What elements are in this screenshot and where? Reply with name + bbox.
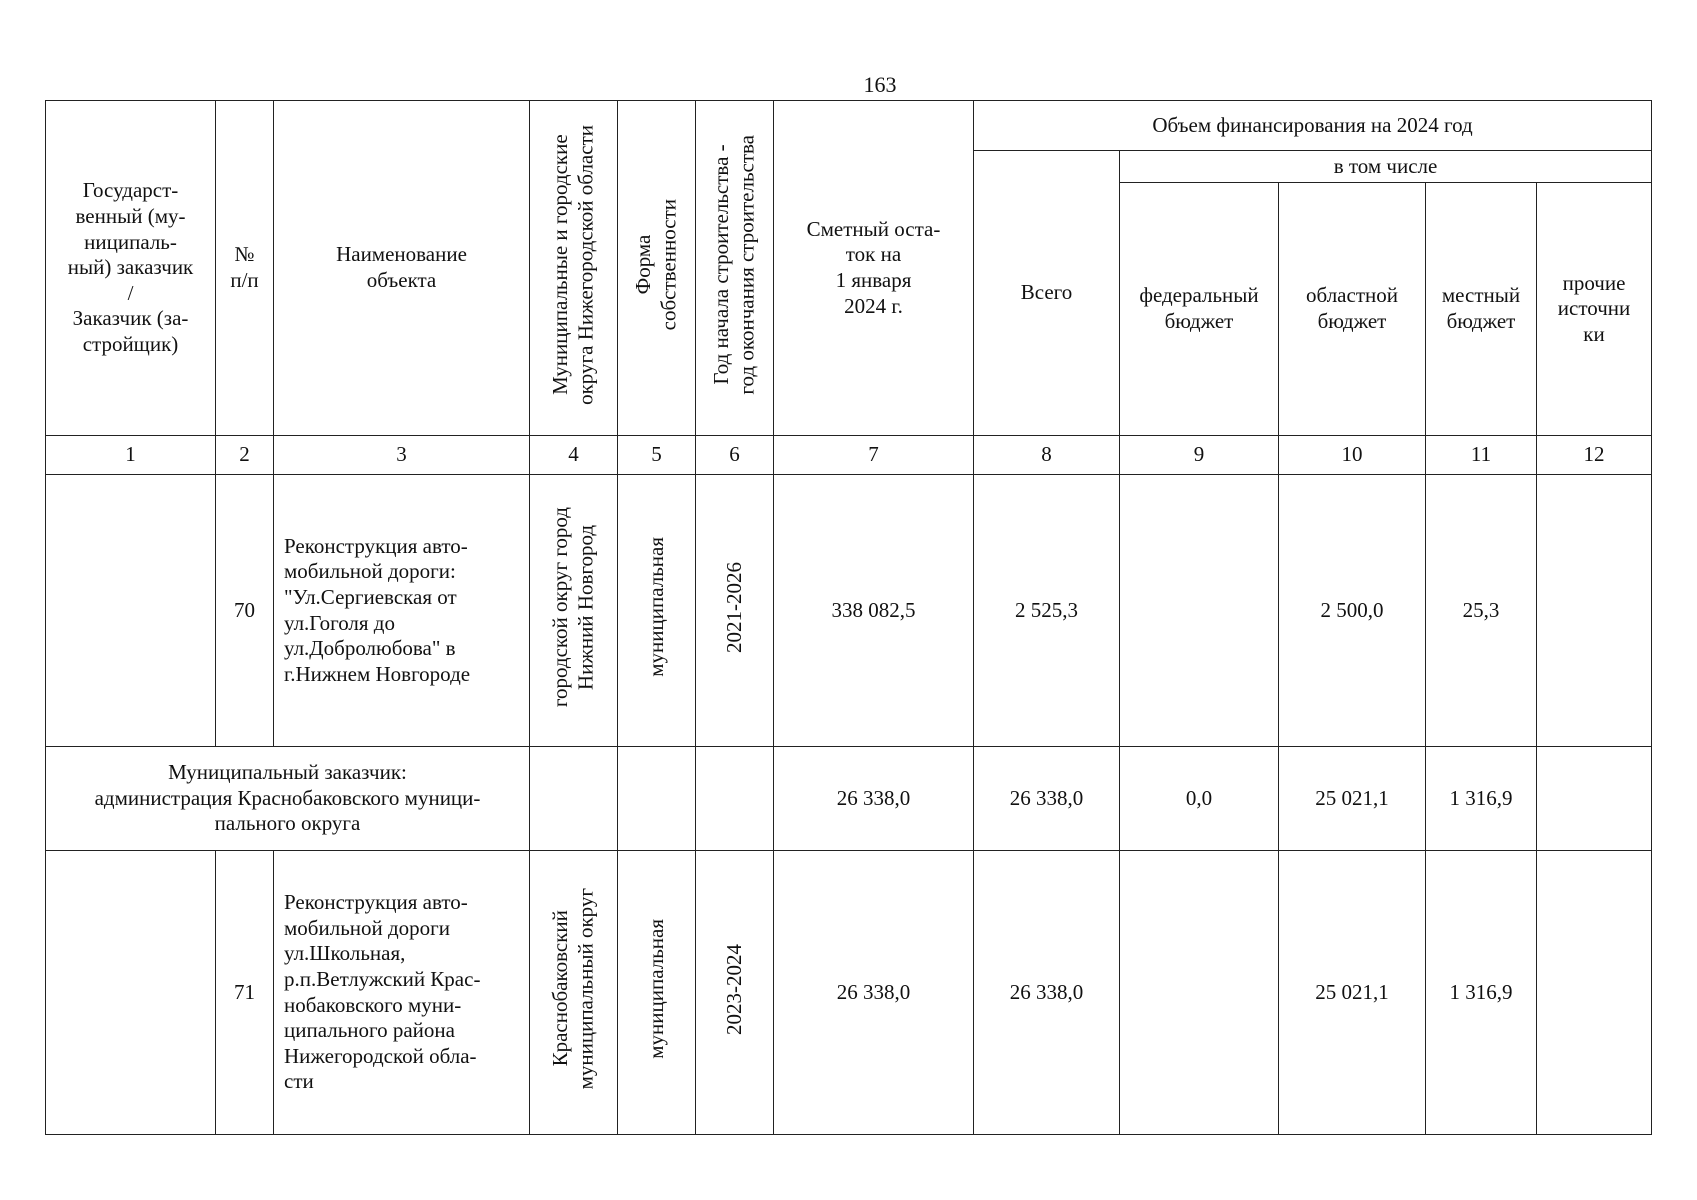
table-row: [46, 851, 1652, 1135]
header-other: прочие источни ки: [1537, 183, 1652, 436]
header-ownership: [618, 101, 696, 436]
row-construction-years-text: 2023-2024: [721, 943, 746, 1035]
row-estimate-balance: 338 082,5: [774, 475, 974, 747]
financing-table: [45, 100, 1652, 1135]
column-number: 10: [1279, 436, 1426, 475]
row-local: 25,3: [1426, 475, 1537, 747]
header-local: местный бюджет: [1426, 183, 1537, 436]
row-total: 26 338,0: [974, 851, 1120, 1135]
header-federal: федеральный бюджет: [1120, 183, 1279, 436]
row-federal: 0,0: [1120, 747, 1279, 851]
header-object-name: Наименование объекта: [274, 101, 530, 436]
customer-row: [46, 747, 1652, 851]
column-number: 1: [46, 436, 216, 475]
customer-label: Муниципальный заказчик: администрация Краснобаковского муници- пального округа: [46, 747, 530, 851]
row-ownership-text: муниципальная: [643, 537, 668, 678]
column-number: 5: [618, 436, 696, 475]
row-federal: [1120, 851, 1279, 1135]
row-total: 26 338,0: [974, 747, 1120, 851]
row-customer: [46, 475, 216, 747]
column-number: 9: [1120, 436, 1279, 475]
row-municipal-district: [530, 851, 618, 1135]
column-number: 12: [1537, 436, 1652, 475]
row-regional: 2 500,0: [1279, 475, 1426, 747]
row-customer: [46, 851, 216, 1135]
row-construction-years: [696, 475, 774, 747]
row-object-name: Реконструкция авто- мобильной дороги ул.Школьная, р.п.Ветлужский Крас- нобаковского муни- ципального района Нижегородской обла- сти: [274, 851, 530, 1135]
column-number: 4: [530, 436, 618, 475]
row-municipal-district-text: Краснобаковский муниципальный округ: [547, 888, 598, 1090]
header-construction-years-text: Год начала строительства - год окончания строительства: [708, 134, 759, 395]
page-number: 163: [863, 72, 897, 97]
header-number: № п/п: [216, 101, 274, 436]
header-financing: Объем финансирования на 2024 год: [974, 101, 1652, 151]
header-regional: областной бюджет: [1279, 183, 1426, 436]
row-federal: [1120, 475, 1279, 747]
header-estimate-balance: Сметный оста- ток на 1 января 2024 г.: [774, 101, 974, 436]
column-number: 11: [1426, 436, 1537, 475]
row-construction-years-text: 2021-2026: [721, 561, 746, 653]
row-regional: 25 021,1: [1279, 851, 1426, 1135]
column-number-row: [46, 436, 1652, 475]
row-number: 71: [216, 851, 274, 1135]
row-other: [1537, 475, 1652, 747]
column-number: 6: [696, 436, 774, 475]
row-object-name: Реконструкция авто- мобильной дороги: "Ул.Сергиевская от ул.Гоголя до ул.Добролюбова" в г.Нижнем Новгороде: [274, 475, 530, 747]
row-local: 1 316,9: [1426, 851, 1537, 1135]
row-ownership-text: муниципальная: [643, 919, 668, 1060]
row-construction-years: [696, 851, 774, 1135]
header-ownership-text: Форма собственности: [630, 199, 681, 331]
row-ownership: [618, 851, 696, 1135]
header-total: Всего: [974, 151, 1120, 436]
row-ownership: [618, 747, 696, 851]
table-row: [46, 475, 1652, 747]
row-ownership: [618, 475, 696, 747]
row-number: 70: [216, 475, 274, 747]
column-number: 3: [274, 436, 530, 475]
row-regional: 25 021,1: [1279, 747, 1426, 851]
row-municipal-district-text: городской округ город Нижний Новгород: [547, 507, 598, 708]
column-number: 8: [974, 436, 1120, 475]
header-construction-years: [696, 101, 774, 436]
row-estimate-balance: 26 338,0: [774, 851, 974, 1135]
header-including: в том числе: [1120, 151, 1652, 183]
row-municipal-district: [530, 747, 618, 851]
column-number: 2: [216, 436, 274, 475]
header-customer: Государст- венный (му- ниципаль- ный) заказчик / Заказчик (за- стройщик): [46, 101, 216, 436]
header-municipal-district: [530, 101, 618, 436]
column-number: 7: [774, 436, 974, 475]
row-municipal-district: [530, 475, 618, 747]
row-local: 1 316,9: [1426, 747, 1537, 851]
row-total: 2 525,3: [974, 475, 1120, 747]
row-other: [1537, 747, 1652, 851]
header-municipal-district-text: Муниципальные и городские округа Нижегородской области: [547, 124, 598, 405]
row-other: [1537, 851, 1652, 1135]
row-estimate-balance: 26 338,0: [774, 747, 974, 851]
row-construction-years: [696, 747, 774, 851]
